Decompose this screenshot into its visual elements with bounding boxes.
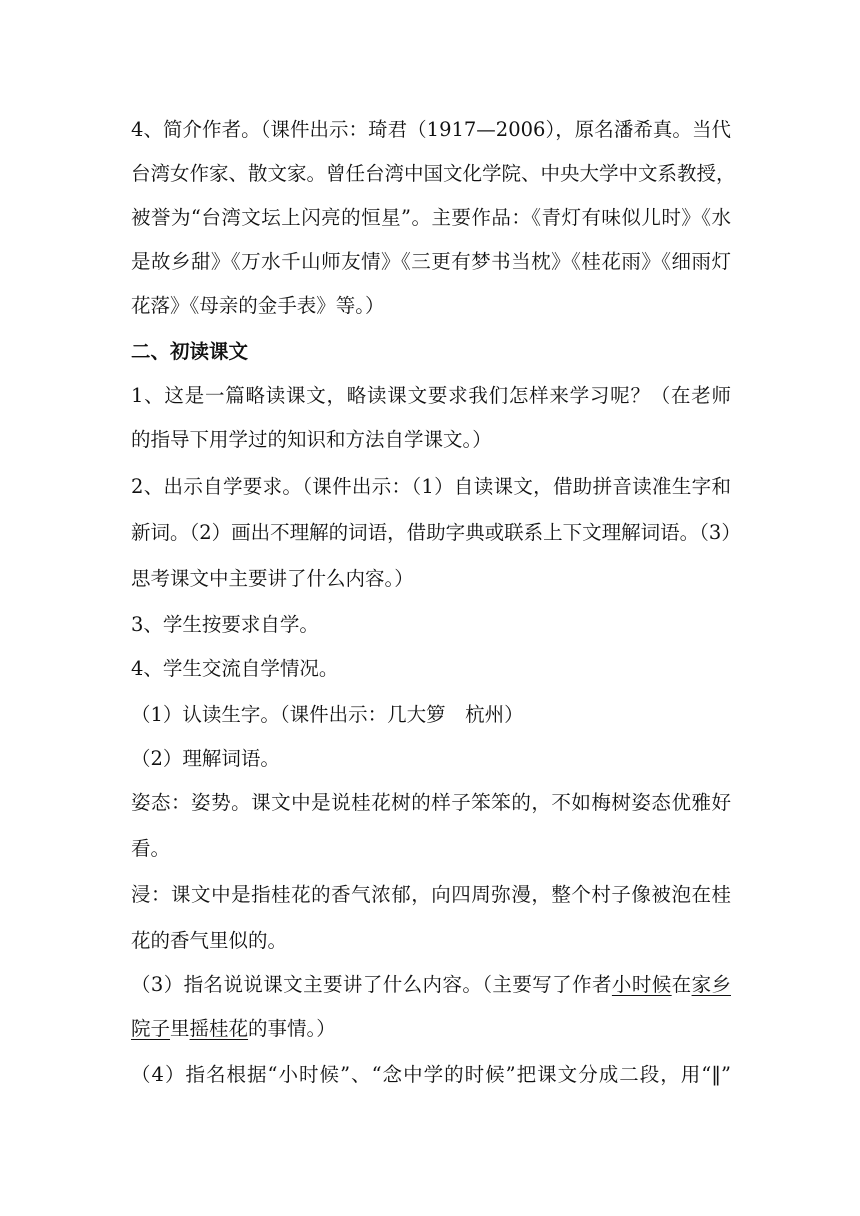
underlined-text: 院子: [131, 1017, 171, 1040]
paragraph-item-2-line-2: 新词。（2）画出不理解的词语，借助字典或联系上下文理解词语。（3）: [131, 521, 741, 544]
paragraph-item-2-line-3: 思考课文中主要讲了什么内容。）: [131, 567, 414, 590]
section-heading: 二、初读课文: [131, 340, 249, 363]
paragraph-author-intro-line-5: 花落》《母亲的金手表》等。）: [131, 294, 385, 317]
text-run: 里: [170, 1017, 190, 1040]
paragraph-sub-3-line-1: [131, 972, 731, 998]
underlined-text: 摇桂花: [189, 1017, 249, 1040]
paragraph-author-intro-line-1: 4、简介作者。（课件出示：琦君（1917—2006），原名潘希真。当代: [131, 118, 731, 141]
text-run: 的事情。）: [248, 1017, 336, 1040]
paragraph-sub-2: （2）理解词语。: [131, 747, 280, 770]
paragraph-author-intro-line-4: 是故乡甜》《万水千山师友情》《三更有梦书当枕》《桂花雨》《细雨灯: [131, 250, 731, 273]
paragraph-author-intro-line-2: 台湾女作家、散文家。曾任台湾中国文化学院、中央大学中文系教授，: [131, 162, 736, 185]
paragraph-sub-4-line-1: （4）指名根据“小时候”、“念中学的时候”把课文分成二段，用“‖”: [131, 1063, 731, 1086]
text-run: （3）指名说说课文主要讲了什么内容。（主要写了作者: [131, 973, 612, 996]
paragraph-item-1-line-2: 的指导下用学过的知识和方法自学课文。）: [131, 428, 492, 451]
paragraph-item-3: 3、学生按要求自学。: [131, 613, 319, 636]
paragraph-sub-3-line-2: [131, 1016, 731, 1042]
paragraph-item-2-line-1: 2、出示自学要求。（课件出示：（1）自读课文，借助拼音读准生字和: [131, 475, 731, 498]
paragraph-item-1-line-1: 1、这是一篇略读课文，略读课文要求我们怎样来学习呢？（在老师: [131, 384, 731, 407]
paragraph-word-jin-line-1: 浸：课文中是指桂花的香气浓郁，向四周弥漫，整个村子像被泡在桂: [131, 883, 731, 906]
paragraph-word-zitai-line-1: 姿态：姿势。课文中是说桂花树的样子笨笨的，不如梅树姿态优雅好: [131, 791, 731, 814]
underlined-text: 小时候: [611, 973, 672, 996]
paragraph-word-jin-line-2: 花的香气里似的。: [131, 929, 288, 952]
paragraph-sub-1: （1）认读生字。（课件出示：几大箩 杭州）: [131, 703, 524, 726]
paragraph-word-zitai-line-2: 看。: [131, 837, 171, 860]
text-run: 在: [671, 973, 692, 996]
paragraph-item-4: 4、学生交流自学情况。: [131, 657, 339, 680]
underlined-text: 家乡: [691, 973, 731, 996]
paragraph-author-intro-line-3: 被誉为“台湾文坛上闪亮的恒星”。主要作品：《青灯有味似儿时》《水: [131, 206, 731, 229]
